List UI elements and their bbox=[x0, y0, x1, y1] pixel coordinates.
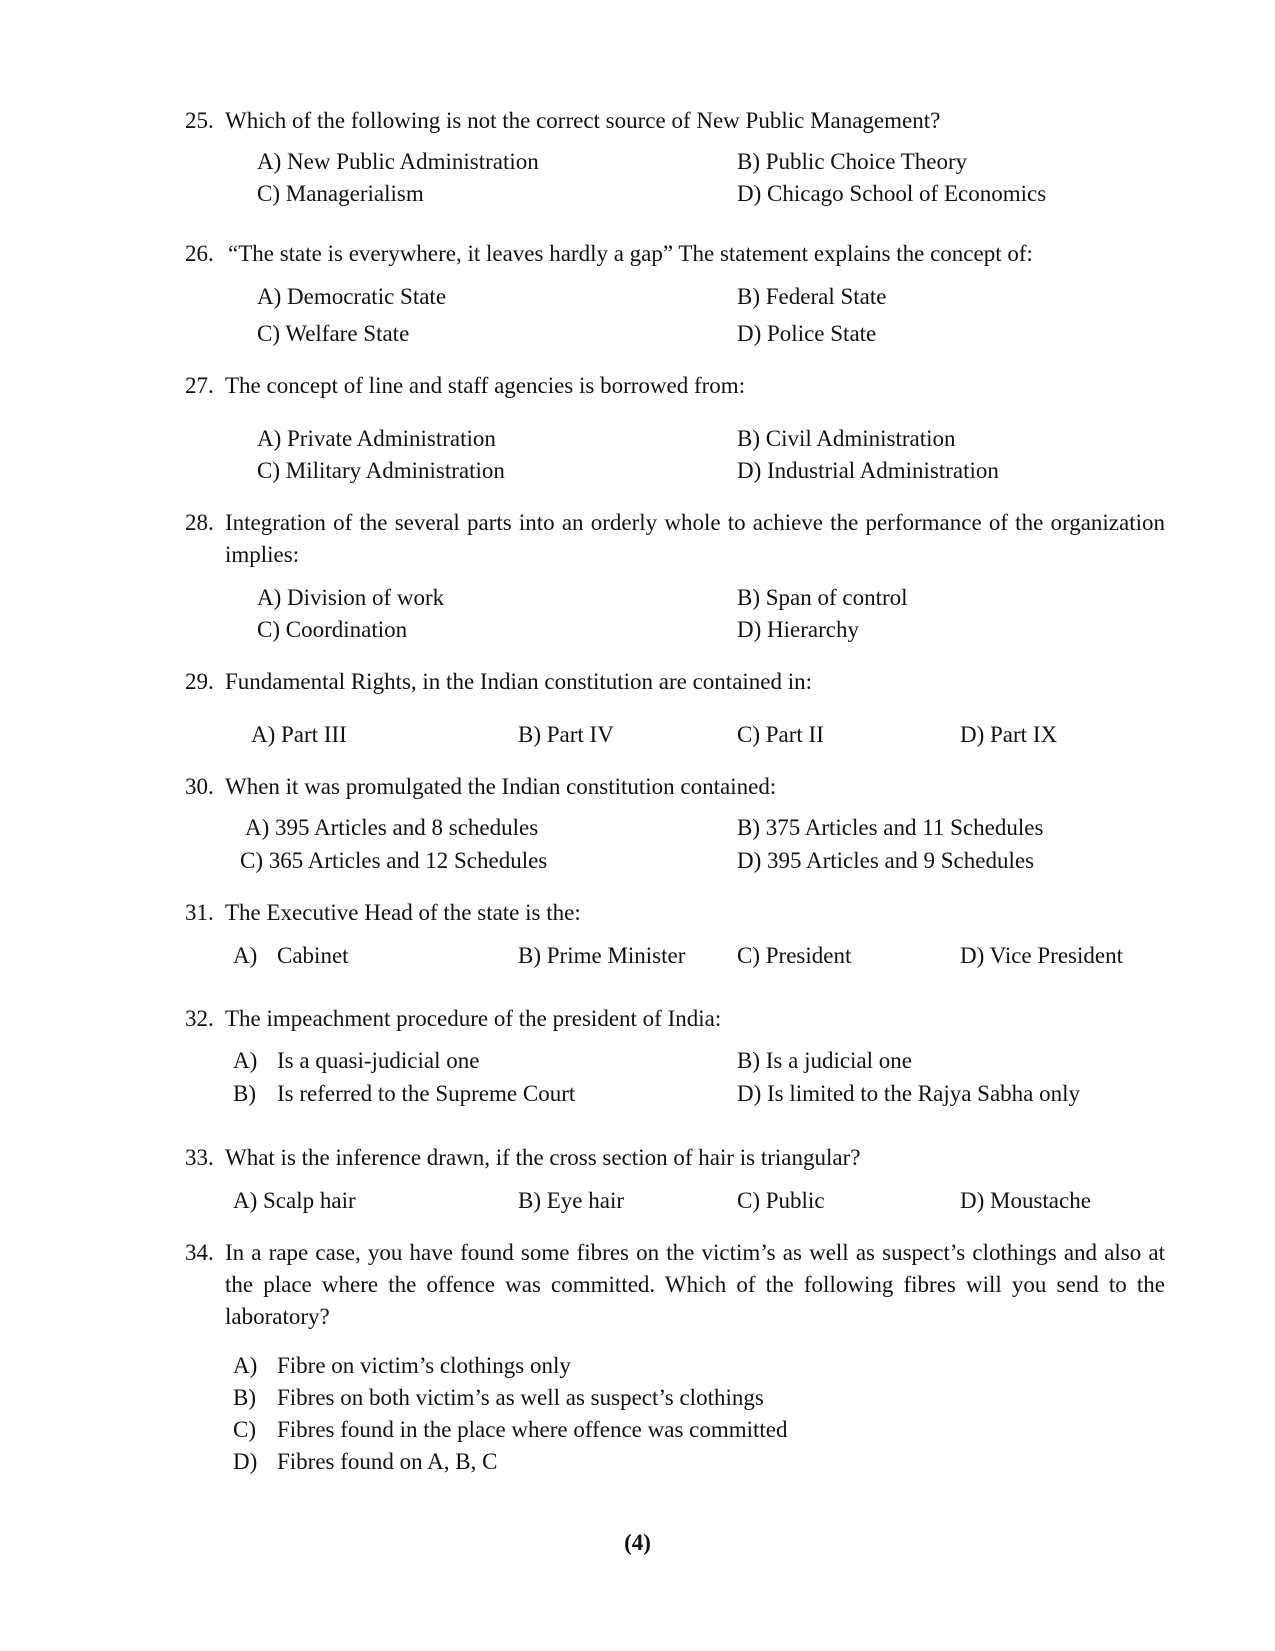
option-d: D) Vice President bbox=[960, 943, 1123, 968]
option-c-label: C) bbox=[233, 1417, 256, 1442]
option-b: B) Prime Minister bbox=[518, 943, 686, 968]
question-26 bbox=[185, 238, 1165, 270]
option-d: D) Industrial Administration bbox=[737, 458, 999, 483]
option-d: D) Is limited to the Rajya Sabha only bbox=[737, 1081, 1081, 1106]
option-a: A) Private Administration bbox=[257, 426, 496, 451]
question-number: 26. bbox=[185, 241, 214, 266]
question-text: The Executive Head of the state is the: bbox=[225, 900, 581, 925]
option-a-label: A) bbox=[233, 1048, 258, 1073]
option-b: B) Public Choice Theory bbox=[737, 149, 968, 174]
option-a-label: A) bbox=[233, 1353, 258, 1378]
question-number: 30. bbox=[185, 774, 214, 799]
page-number: (4) bbox=[624, 1530, 651, 1555]
option-c: C) President bbox=[737, 943, 852, 968]
question-text: The concept of line and staff agencies is borrowed from: bbox=[225, 373, 746, 398]
question-29 bbox=[185, 666, 1165, 698]
option-c: C) Part II bbox=[737, 722, 824, 747]
option-b: B) Span of control bbox=[737, 585, 908, 610]
option-c: C) Managerialism bbox=[257, 181, 424, 206]
option-a: A) 395 Articles and 8 schedules bbox=[245, 815, 539, 840]
option-a: Is a quasi-judicial one bbox=[277, 1048, 480, 1073]
option-a: Cabinet bbox=[277, 943, 349, 968]
question-number: 27. bbox=[185, 373, 214, 398]
option-c: C) Public bbox=[737, 1188, 825, 1213]
question-text: The impeachment procedure of the president of India: bbox=[225, 1006, 722, 1031]
option-b: B) Is a judicial one bbox=[737, 1048, 913, 1073]
option-a: A) Scalp hair bbox=[233, 1188, 356, 1213]
question-25 bbox=[185, 105, 1165, 137]
question-28 bbox=[185, 507, 1165, 571]
option-d: D) Hierarchy bbox=[737, 617, 859, 642]
option-a: A) Division of work bbox=[257, 585, 445, 610]
question-text: What is the inference drawn, if the cross section of hair is triangular? bbox=[225, 1145, 861, 1170]
option-b: Fibres on both victim’s as well as suspect’s clothings bbox=[277, 1385, 764, 1410]
option-d: D) 395 Articles and 9 Schedules bbox=[737, 848, 1035, 873]
question-text: Integration of the several parts into an orderly whole to achieve the performance of the organization implies: bbox=[225, 510, 1165, 567]
option-d-label: D) bbox=[233, 1449, 258, 1474]
question-31 bbox=[185, 897, 1165, 929]
option-c-label: B) bbox=[233, 1081, 256, 1106]
option-c: Fibres found in the place where offence was committed bbox=[277, 1417, 788, 1442]
option-a-label: A) bbox=[233, 943, 258, 968]
option-d: D) Chicago School of Economics bbox=[737, 181, 1047, 206]
question-number: 31. bbox=[185, 900, 214, 925]
question-number: 33. bbox=[185, 1145, 214, 1170]
question-number: 29. bbox=[185, 669, 214, 694]
question-text: In a rape case, you have found some fibres on the victim’s as well as suspect’s clothings and also at the place where the offence was committed. Which of the following fibres will you send to the laboratory? bbox=[225, 1240, 1165, 1329]
option-d: D) Police State bbox=[737, 321, 877, 346]
question-30 bbox=[185, 771, 1165, 803]
question-text: Fundamental Rights, in the Indian constitution are contained in: bbox=[225, 669, 813, 694]
option-c: C) 365 Articles and 12 Schedules bbox=[240, 848, 548, 873]
option-b: B) 375 Articles and 11 Schedules bbox=[737, 815, 1044, 840]
question-33 bbox=[185, 1142, 1165, 1174]
option-a: Fibre on victim’s clothings only bbox=[277, 1353, 571, 1378]
question-27 bbox=[185, 370, 1165, 402]
option-c: C) Military Administration bbox=[257, 458, 505, 483]
option-a: A) Democratic State bbox=[257, 284, 447, 309]
option-b: B) Civil Administration bbox=[737, 426, 956, 451]
option-a: A) Part III bbox=[251, 722, 347, 747]
question-text: When it was promulgated the Indian constitution contained: bbox=[225, 774, 777, 799]
option-b: B) Part IV bbox=[518, 722, 614, 747]
option-d: D) Part IX bbox=[960, 722, 1058, 747]
question-number: 32. bbox=[185, 1006, 214, 1031]
question-text: Which of the following is not the correct source of New Public Management? bbox=[225, 108, 941, 133]
option-c: C) Welfare State bbox=[257, 321, 410, 346]
question-text: “The state is everywhere, it leaves hardly a gap” The statement explains the concept of: bbox=[228, 241, 1033, 266]
option-d: Fibres found on A, B, C bbox=[277, 1449, 498, 1474]
option-b: B) Federal State bbox=[737, 284, 887, 309]
question-number: 34. bbox=[185, 1240, 214, 1265]
option-c: Is referred to the Supreme Court bbox=[277, 1081, 576, 1106]
question-32 bbox=[185, 1003, 1165, 1035]
question-number: 25. bbox=[185, 108, 214, 133]
option-d: D) Moustache bbox=[960, 1188, 1091, 1213]
question-number: 28. bbox=[185, 510, 214, 535]
option-b-label: B) bbox=[233, 1385, 256, 1410]
option-a: A) New Public Administration bbox=[257, 149, 539, 174]
option-b: B) Eye hair bbox=[518, 1188, 625, 1213]
option-c: C) Coordination bbox=[257, 617, 408, 642]
question-34 bbox=[185, 1237, 1165, 1333]
